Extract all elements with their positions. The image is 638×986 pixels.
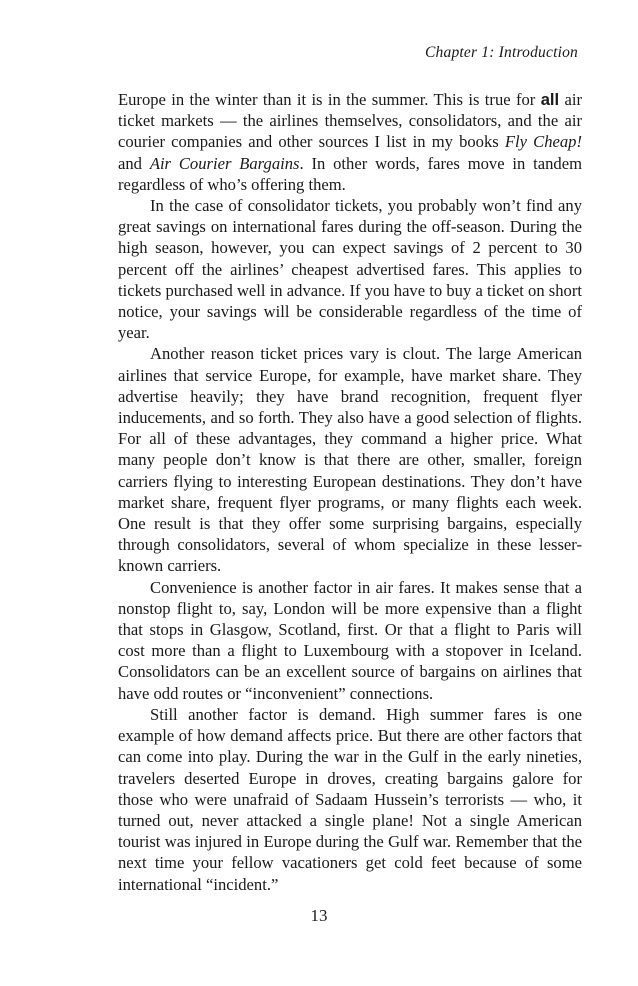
book-title-fly-cheap: Fly Cheap! [504, 132, 582, 152]
paragraph-3: Another reason ticket prices vary is clout. The large American airlines that service Europe, for example, have market share. They advertise heavily; they have brand recognition, frequent flyer inducements, and so forth. They also have a good selection of flights. For all of these advantages, they command a higher price. What many people don’t know is that there are other, smaller, foreign carriers flying to interesting European destinations. They don’t have market share, frequent flyer programs, or many flights each week. One result is that they offer some surprising bargains, especially through consolidators, several of whom specialize in these lesser-known carriers. [118, 344, 582, 576]
book-title-air-courier-bargains: Air Courier Bargains [149, 153, 300, 173]
emphasis-all: all [540, 90, 560, 109]
paragraph-4: Convenience is another factor in air fares. It makes sense that a nonstop flight to, say, London will be more expensive than a flight that stops in Glasgow, Scotland, first. Or that a flight to Paris will cost more than a flight to Luxembourg with a stopover in Iceland. Consolidators can be an excellent source of bargains on airlines that have odd routes or “inconvenient” connections. [118, 577, 582, 703]
body-text [118, 89, 582, 895]
paragraph-5: Still another factor is demand. High summer fares is one example of how demand affects price. But there are other factors that can come into play. During the war in the Gulf in the early nineties, travelers deserted Europe in droves, creating bargains galore for those who were unafraid of Sadaam Hussein’s terrorists — who, it turned out, never attacked a single plane! Not a single American tourist was injured in Europe during the Gulf war. Remember that the next time your fellow vacationers get cold feet because of some international “incident.” [118, 704, 582, 894]
paragraph-1-text-b: air ticket markets — the airlines themselves, consolidators, and the air courier companies and other sources I list in my books [118, 90, 583, 152]
paragraph-2: In the case of consolidator tickets, you probably won’t find any great savings on international fares during the off-season. During the high season, however, you can expect savings of 2 percent to 30 percent off the airlines’ cheapest advertised fares. This applies to tickets purchased well in advance. If you have to buy a ticket on short notice, your savings will be considerable regardless of the time of year. [118, 196, 582, 343]
paragraph-1-text-d: . In other words, fares move in tandem regardless of who’s offering them. [118, 153, 582, 194]
paragraph-1-text-c: and [118, 153, 150, 173]
running-head: Chapter 1: Introduction [425, 44, 578, 61]
paragraph-1 [118, 89, 582, 195]
paragraph-1-text-a: Europe in the winter than it is in the summer. This is true for [118, 90, 541, 109]
page-number: 13 [310, 906, 328, 925]
